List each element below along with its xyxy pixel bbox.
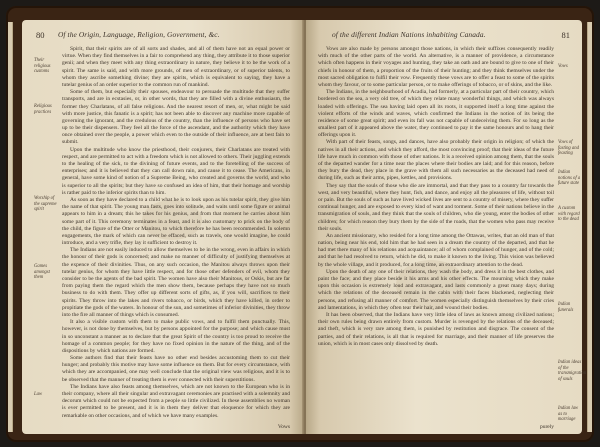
page-edges-right	[587, 22, 592, 432]
paragraph: Some of them, but especially their spouses, endeavour to persuade the multitude that they suffer transports, and are in ecstasies, or, in other words, that they are filled with a divine enthusiasm, the former they Charlatans, of all false religions. And the nearest resort of men, or, what might be said with more justice, this fanatic is a spirit; has not been able to discover any machine more capable of governing the ignorant, and the credulous of the country, than the influence of persons who have set up to be their dispensers. They feel all the force of the ascendant, and the authority which they have once obtained over the people, a power which even to the outside of their influence, are at best fain to submit.	[62, 89, 290, 146]
paragraph: With part of their feasts, songs, and dances, have also probably their origin in religion; of which the natives in all their actions, and which they afford, the most convincing proof; that their ideas of the future life have much in common with those of other nations. It is a received opinion among them, that the souls of the departed wander for a time near the places where their bodies are laid; and for this reason, before they bury the dead, they place in the grave with them all such necessaries as the deceased had need of during life, such as their arms, pipes, kettles, and provisions.	[318, 139, 554, 182]
page-edges-left	[8, 22, 13, 432]
page-number: 80	[36, 30, 45, 40]
margin-note: Their religious customs	[34, 58, 51, 75]
catchword: Vows	[277, 424, 290, 430]
paragraph: Some authors find that their feasts have no other end besides accustoming them to cut their hunger; and probably this motive may have some influence on them. But for every circumstance, with which they are accompanied, one may well conclude that the original view was religious, and it is to be observed that the manner of treating them is ever connected with their superstitions.	[62, 355, 290, 383]
margin-note: Worship of the supreme spirit	[34, 196, 57, 213]
margin-note: Games amongst them	[34, 264, 50, 281]
paragraph: An ancient missionary, who resided for a long time among the Ottawas, writes, that an old man of that nation, being near his end, told him that he had seen in a dream the country of the departed, and that he had met there many of his relations and acquaintance; all of whom complained of hunger, and of the cold; and that he had resolved to return, which he did, to make it known to the living. This vision was believed by the whole village, and it produced, for a long time, an extraordinary attention to the dead.	[318, 232, 554, 268]
paragraph: They say that the souls of those who die are immortal, and that they pass to a country far towards the west, and very beautiful, where they hunt, fish, and dance, and enjoy all the pleasures of life, without toil or pain. But the souls of such as have lived wicked lives are sent to a country of misery, where they suffer continual hunger, and are exposed to every kind of want and torment. Some of their nations believe in the transmigration of souls, and they think that the souls of children, who die young, enter the bodies of other children; for which reason they bury them by the side of the roads, that the women who pass may receive their souls.	[318, 182, 554, 232]
paragraph: The Indians, in the neighbourhood of Acadia, had formerly, at a particular part of their country, which bordered on the sea, a very old tree, of which they relate many wonderful things, and which was always loaded with offerings. The sea having laid open all its roots, it supported itself a long time against the violent efforts of the winds and waves, which confirmed the Indians in the notion of its being the residence of some great spirit; and even its fall was not capable of undeceiving them. For so long as the smallest part of it appeared above the water, they continued to pay it the same honours and to hang their offerings upon it.	[318, 89, 554, 139]
catchword: purely	[539, 424, 554, 430]
paragraph: Upon the multitude who know the priesthood, their conjurers, their Charlatans are treated with respect, and are permitted to act with a freedom which is not allowed to others. Their juggling extends to the healing of the sick, to the divining of future events, and to the foretelling of the success of enterprises; and it is believed that they can call down rain, and cause it to cease. The Americans, in general, have some kind of notion of a Supreme Being, who created and governs the world, and who is superior to all the spirits; but they have so confused an idea of him, that their homage and worship is rather paid to the inferior spirits than to him.	[62, 146, 290, 196]
running-head: of the different Indian Nations inhabiting Canada.	[332, 30, 486, 39]
margin-note: Vows of fasting and feasting	[558, 140, 579, 157]
margin-note: Law	[34, 392, 43, 397]
paragraph: It has been observed, that the Indians have very little idea of laws as known among civilized nations; their own rules being drawn entirely from custom. Murder is revenged by the relations of the deceased; and theft, which is very rare among them, is punished by restitution and disgrace. The consent of the parties, and of their relations, is all that is required for marriage, and their manner of life preserves the union, which is in most cases only dissolved by death.	[318, 311, 554, 347]
paragraph: As soon as they have declared to a child what he is to look upon as his tutelar spirit, they give him the name of that spirit. The young man fasts, goes into solitude, and waits until some figure or animal appears to him in a dream; this he takes for his genius, and from that moment he carries about him some part of it. This ceremony terminates in a feast, and it is also customary to prick on the body of the child, the figure of the Otter or Manitou, to which therefore he has been recommended. In solemn engagements, the mark of which can never be effaced, such as travels, one would imagine, he could introduce, and a very trifle, they lay it sufficient to destroy it.	[62, 196, 290, 247]
paragraph: The Indians are not easily induced to allow themselves to be in the wrong, even in affairs in which the honour of their gods is concerned; and make no manner of difficulty of justifying themselves at the expence of their divinities. Thus, on any such occasion, the Manitou always throws upon their tutelar genius, for whom they have little respect, and for those other defenders of evil, whom they consider to be the agents of the bad spirit. The women have also their Manitous, or Oskis, but are far from paying them the regard which the men show them, because perhaps they have not so much business to do with them. They offer up different sorts of gifts, as, if you will, sacrifices to their spirits. They throw into the lakes and rivers tobacco, or birds, which they have killed, in order to propitiate the gods of the waters. In honour of the sun, and sometimes of inferior divinities, they throw into the fire all manner of things which is consumed.	[62, 247, 290, 318]
paragraph: Vows are also made by persons amongst those nations, in which their suffixes consequently readily with much of the other parts of the world. An alternative, is a manner of providence, a circumstance which often happens in their voyages and hunting, they take an oath and are bound to give to one of their chiefs in honour of them, a proportion of the fruits of their hunting; and they think themselves under the most sacred obligation to fulfil their vow. Frequently these vows are to offer a feast to some of the spirits whom they favour, or to some particular person, or to make offerings of tobacco, or of skins, and the like.	[318, 46, 554, 88]
margin-note: Indian ideas of the transmigration of souls	[558, 360, 587, 382]
paragraph: Upon the death of any one of their relations, they wash the body, and dress it in the best clothes, and paint the face; and they place beside it his arms and his other effects. The mourning which they make upon this occasion is extremely loud and extravagant, and lasts commonly a great many days; during which the relations of the deceased remain in the cabin with their faces blackened, neglecting their persons, and refusing all manner of comfort. The women especially distinguish themselves by their cries and lamentations, in which they often tear their hair, and wound their bodies.	[318, 268, 554, 311]
margin-note: Indian funerals	[558, 302, 574, 313]
margin-note: Indian notions of a future state	[558, 170, 581, 187]
paragraph: Spirit, that their spirits are of all sorts and shades, and all of them have not an equal power or virtue. When they find themselves in a fair to comprehend any thing, they attribute it to those superior genii; and when they meet with any thing extraordinary in nature, they believe it to be the work of a spirit. The same is said, and with more grounds, of men of extraordinary, or of superior talents, to whom they ascribe something divine; they are spirits, which is equivalent to saying, they have a tutelar genius of an order superior to the common run of mankind.	[62, 46, 290, 88]
margin-note: Religious practices	[34, 104, 52, 115]
page-number: 81	[561, 30, 570, 40]
left-page	[22, 20, 304, 434]
margin-note: Vows	[558, 64, 568, 69]
body-text	[318, 46, 554, 426]
margin-note: Indian law as to marriage	[558, 406, 579, 423]
margin-note: A custom with regard to the dead	[558, 206, 580, 223]
open-book	[6, 6, 594, 442]
running-head: Of the Origin, Language, Religion, Government, &c.	[58, 30, 220, 39]
paragraph: It also a visible custom with them to make public vows, and to fulfil them punctually. This, however, is not done by themselves, but by persons appointed for the purpose; and which cause must in so unconstant a manner as to declare that the great Spirit of the country is too proud to receive the homage of a common people; for they have no fixed opinion in the nature of the thing, and of the dispositions by which nations are formed.	[62, 319, 290, 354]
body-text	[62, 46, 290, 426]
right-page	[306, 20, 587, 434]
paragraph: The Indians have also feasts among themselves, which are not known to the European who is in their company, where all their singular and extravagant ceremonies are practised with a solemnity and decorum which could not be expected from a people so little civilized. In these assemblies no woman is ever permitted to be present, and it is in them they deliver that eloquence for which they are remarkable on other occasions, and of which we have many examples.	[62, 383, 290, 419]
